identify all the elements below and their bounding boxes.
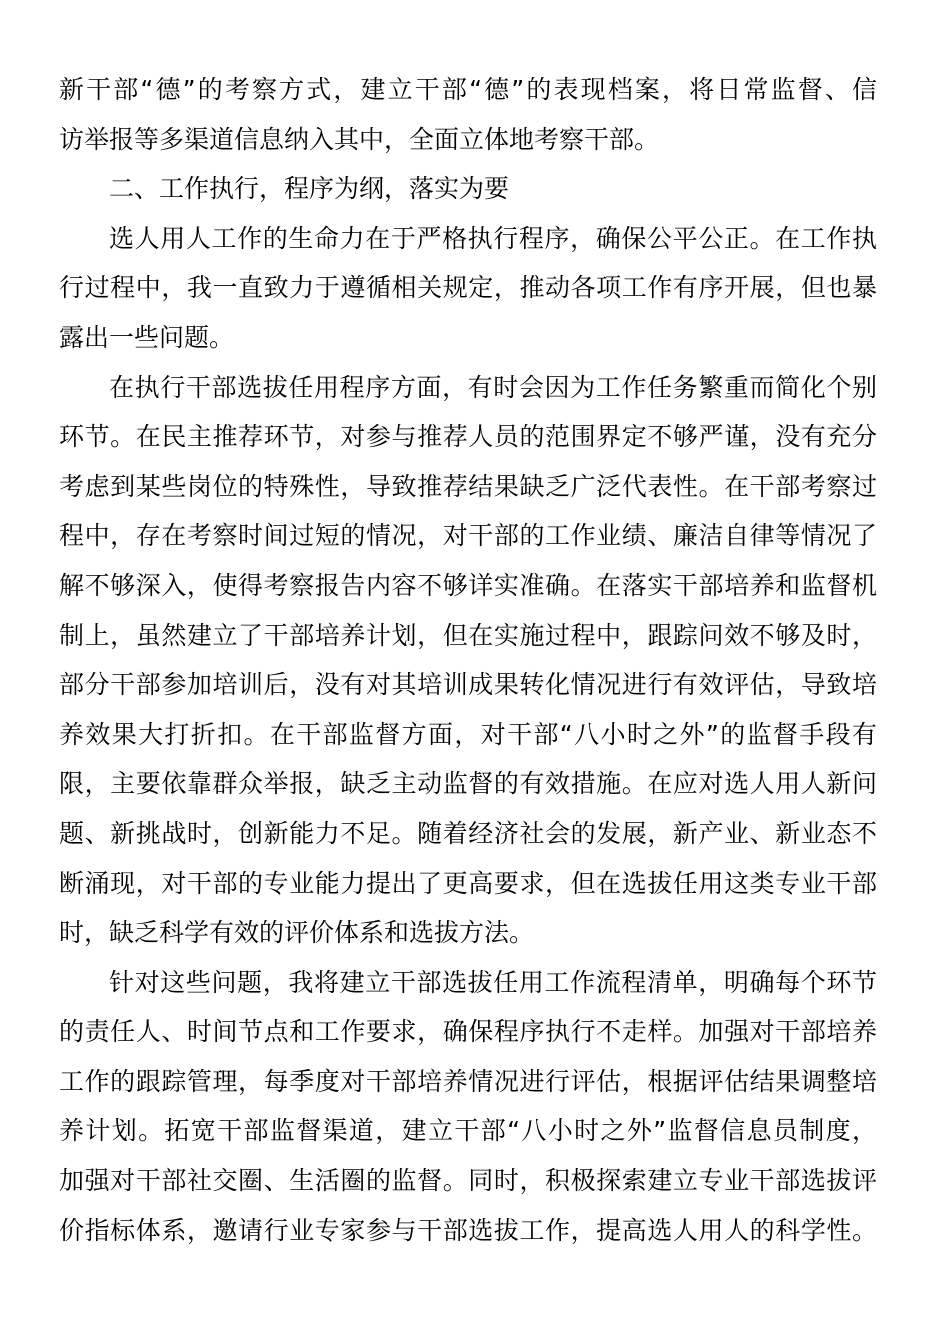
text-line: 的责任人、时间节点和工作要求，确保程序执行不走样。加强对干部培养 xyxy=(59,1017,877,1047)
paragraph-first-line: 二、工作执行，程序为纲，落实为要 xyxy=(109,174,510,204)
text-line: 价指标体系，邀请行业专家参与干部选拔工作，提高选人用人的科学性。 xyxy=(59,1215,877,1245)
text-line: 露出一些问题。 xyxy=(59,322,235,352)
text-line: 养计划。拓宽干部监督渠道，建立干部“八小时之外”监督信息员制度， xyxy=(59,1116,877,1146)
paragraph-first-line: 针对这些问题，我将建立干部选拔任用工作流程清单，明确每个环节 xyxy=(109,967,877,997)
text-line: 程中，存在考察时间过短的情况，对干部的工作业绩、廉洁自律等情况了 xyxy=(59,521,877,551)
text-line: 新干部“德”的考察方式，建立干部“德”的表现档案，将日常监督、信 xyxy=(59,75,877,104)
paragraph-first-line: 选人用人工作的生命力在于严格执行程序，确保公平公正。在工作执 xyxy=(109,223,877,253)
text-line: 考虑到某些岗位的特殊性，导致推荐结果缺乏广泛代表性。在干部考察过 xyxy=(59,471,877,501)
text-line: 断涌现，对干部的专业能力提出了更高要求，但在选拔任用这类专业干部 xyxy=(59,868,877,898)
text-line: 部分干部参加培训后，没有对其培训成果转化情况进行有效评估，导致培 xyxy=(59,670,877,700)
text-line: 行过程中，我一直致力于遵循相关规定，推动各项工作有序开展，但也暴 xyxy=(59,273,877,303)
paragraph-first-line: 在执行干部选拔任用程序方面，有时会因为工作任务繁重而简化个别 xyxy=(109,372,877,402)
document-body xyxy=(59,65,877,1255)
text-line: 访举报等多渠道信息纳入其中，全面立体地考察干部。 xyxy=(59,124,660,154)
text-line: 养效果大打折扣。在干部监督方面，对干部“八小时之外”的监督手段有 xyxy=(59,719,877,749)
text-line: 制上，虽然建立了干部培养计划，但在实施过程中，跟踪问效不够及时， xyxy=(59,620,877,650)
text-line: 解不够深入，使得考察报告内容不够详实准确。在落实干部培养和监督机 xyxy=(59,570,877,600)
text-line: 限，主要依靠群众举报，缺乏主动监督的有效措施。在应对选人用人新问 xyxy=(59,769,877,799)
text-line: 环节。在民主推荐环节，对参与推荐人员的范围界定不够严谨，没有充分 xyxy=(59,422,877,452)
text-line: 题、新挑战时，创新能力不足。随着经济社会的发展，新产业、新业态不 xyxy=(59,818,877,848)
text-line: 加强对干部社交圈、生活圈的监督。同时，积极探索建立专业干部选拔评 xyxy=(59,1166,877,1196)
text-line: 时，缺乏科学有效的评价体系和选拔方法。 xyxy=(59,918,535,948)
text-line: 工作的跟踪管理，每季度对干部培养情况进行评估，根据评估结果调整培 xyxy=(59,1066,877,1096)
